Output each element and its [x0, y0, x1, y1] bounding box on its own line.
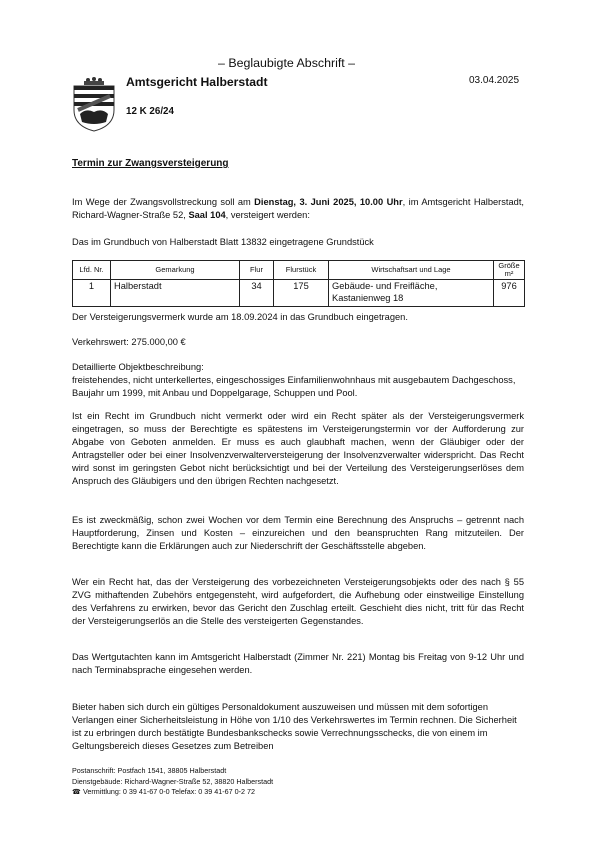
- case-number: 12 K 26/24: [126, 106, 174, 117]
- lage-line-2: Kastanienweg 18: [332, 292, 404, 303]
- intro-text-2: , im Amtsgericht Halberstadt, Richard-Wagner-Straße 52,: [72, 197, 524, 221]
- description-text: freistehendes, nicht unterkellertes, eingeschossiges Einfamilienwohnhaus mit ausgebautem Dachgeschoss, Baujahr um 1999, mit Anbau und Doppelgarage, Schuppen und Pool.: [72, 375, 516, 399]
- vermerk-text: Der Versteigerungsvermerk wurde am 18.09.2024 in das Grundbuch eingetragen.: [72, 312, 408, 322]
- document-date: 03.04.2025: [469, 75, 520, 86]
- intro-paragraph: [72, 196, 524, 222]
- footer-phone: ☎ Vermittlung: 0 39 41-67 0-0 Telefax: 0 39 41-67 0-2 72: [72, 787, 256, 797]
- paragraph-gutachten: Das Wertgutachten kann im Amtsgericht Halberstadt (Zimmer Nr. 221) Montag bis Freitag von 9-12 Uhr und nach Terminabsprache eingesehen werden.: [72, 652, 524, 676]
- subject-heading: Termin zur Zwangsversteigerung: [72, 158, 229, 169]
- footer-address: [72, 766, 273, 798]
- col-header-groesse: Größe m²: [494, 261, 525, 280]
- col-header-flur: Flur: [240, 261, 274, 280]
- paragraph-gegenrecht: Wer ein Recht hat, das der Versteigerung des vorbezeichneten Versteigerungsobjekts oder des nach § 55 ZVG mithaftenden Zubehörs entgegensteht, wird aufgefordert, die Aufhebung oder einstweilige Einstellung des Verfahrens zu erwirken, bevor das Gericht den Zuschlag erteilt. Geschieht dies nicht, tritt für das Recht der Versteigerungserlös an die Stelle des versteigerten Gegenstandes.: [72, 577, 524, 627]
- cell-flur: 34: [240, 280, 274, 307]
- verkehrswert-text: Verkehrswert: 275.000,00 €: [72, 337, 186, 347]
- intro-text-1: Im Wege der Zwangsvollstreckung soll am: [72, 197, 255, 207]
- table-header-row: [73, 261, 525, 280]
- cell-groesse: 976: [494, 280, 525, 307]
- property-table: [72, 260, 525, 307]
- table-row: [73, 280, 525, 307]
- description-block: [72, 361, 524, 400]
- court-name: Amtsgericht Halberstadt: [126, 75, 268, 89]
- col-header-gemarkung: Gemarkung: [111, 261, 240, 280]
- cell-lage: [329, 280, 494, 307]
- document-title: – Beglaubigte Abschrift –: [218, 56, 356, 70]
- intro-text-3: , versteigert werden:: [225, 210, 310, 221]
- auction-room: Saal 104: [188, 210, 226, 221]
- cell-gemarkung: Halberstadt: [111, 280, 240, 307]
- col-header-nr: Lfd. Nr.: [73, 261, 111, 280]
- col-header-lage: Wirtschaftsart und Lage: [329, 261, 494, 280]
- coat-of-arms-icon: [72, 76, 116, 132]
- description-heading: Detaillierte Objektbeschreibung:: [72, 362, 204, 372]
- auction-date: Dienstag, 3. Juni 2025, 10.00 Uhr: [254, 197, 403, 207]
- footer-building: Dienstgebäude: Richard-Wagner-Straße 52, 38820 Halberstadt: [72, 776, 274, 786]
- paragraph-bieter: Bieter haben sich durch ein gültiges Personaldokument auszuweisen und müssen mit dem sofortigen Verlangen einer Sicherheitsleistung in Höhe von 1/10 des Verkehrswertes im Termin rechnen. Die Sicherheit ist zu erbringen durch bestätigte Bundesbankschecks sowie Verrechnungsschecks, die von einem im Geltungsbereich dieses Gesetzes zum Betreiben: [72, 702, 517, 752]
- paragraph-zweckmaessig: Es ist zweckmäßig, schon zwei Wochen vor dem Termin eine Berechnung des Anspruchs – getrennt nach Hauptforderung, Zinsen und Kosten – einzureichen und den beanspruchten Rang mitzuteilen. Der Berechtigte kann die Erklärungen auch zur Niederschrift der Geschäftsstelle abgeben.: [72, 515, 524, 552]
- cell-nr: 1: [73, 280, 111, 307]
- col-header-flurstueck: Flurstück: [274, 261, 329, 280]
- footer-postal: Postanschrift: Postfach 1541, 38805 Halberstadt: [72, 766, 227, 775]
- paragraph-recht: Ist ein Recht im Grundbuch nicht vermerkt oder wird ein Recht später als der Versteigerungsvermerk eingetragen, so muss der Berechtigte es spätestens im Versteigerungstermin vor der Aufforderung zur Abgabe von Geboten anmelden. Er muss es auch glaubhaft machen, wenn der Gläubiger oder der Antragsteller oder bei einer Insolvenzverwalterversteigerung der Insolvenzverwalter widerspricht. Das Recht wird sonst im geringsten Gebot nicht berücksichtigt und bei der Verteilung des Versteigerungserlöses dem Anspruch des Gläubigers und den übrigen Rechten nachgesetzt.: [72, 411, 524, 487]
- cell-flurstueck: 175: [274, 280, 329, 307]
- land-register-text: Das im Grundbuch von Halberstadt Blatt 13832 eingetragene Grundstück: [72, 237, 374, 247]
- lage-line-1: Gebäude- und Freifläche,: [332, 281, 438, 291]
